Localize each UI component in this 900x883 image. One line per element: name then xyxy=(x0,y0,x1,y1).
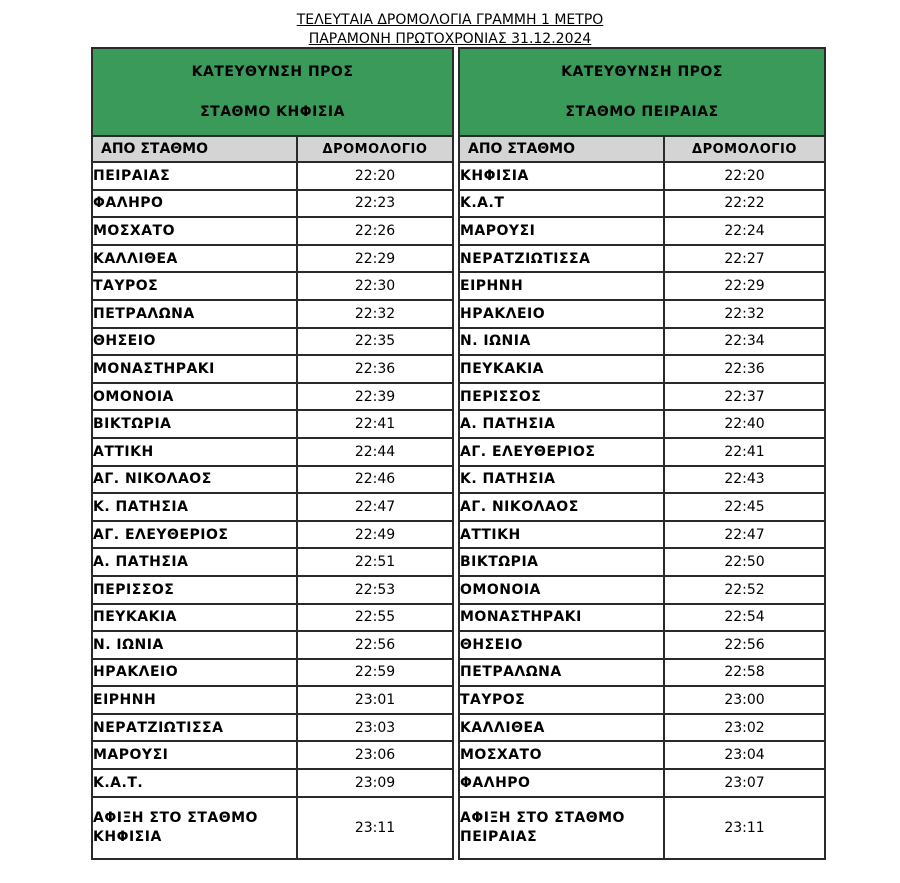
direction-header xyxy=(92,48,453,136)
table-row xyxy=(92,383,453,411)
station-name: Κ. ΠΑΤΗΣΙΑ xyxy=(459,466,664,494)
table-row xyxy=(92,272,453,300)
station-name: ΚΗΦΙΣΙΑ xyxy=(459,162,664,190)
arrival-label: ΑΦΙΞΗ ΣΤΟ ΣΤΑΘΜΟ ΠΕΙΡΑΙΑΣ xyxy=(459,797,664,859)
departure-time: 22:32 xyxy=(664,300,825,328)
document-title: ΤΕΛΕΥΤΑΙΑ ΔΡΟΜΟΛΟΓΙΑ ΓΡΑΜΜΗ 1 ΜΕΤΡΟ xyxy=(296,12,604,28)
station-name: ΜΑΡΟΥΣΙ xyxy=(92,741,297,769)
column-header-schedule: ΔΡΟΜΟΛΟΓΙΟ xyxy=(297,136,453,162)
arrival-time: 23:11 xyxy=(664,797,825,859)
departure-time: 22:39 xyxy=(297,383,453,411)
departure-time: 22:34 xyxy=(664,328,825,356)
departure-time: 22:35 xyxy=(297,328,453,356)
departure-time: 22:46 xyxy=(297,466,453,494)
departure-time: 22:55 xyxy=(297,604,453,632)
departure-time: 22:29 xyxy=(664,272,825,300)
table-row xyxy=(92,576,453,604)
departure-time: 22:37 xyxy=(664,383,825,411)
station-name: ΑΓ. ΕΛΕΥΘΕΡΙΟΣ xyxy=(92,521,297,549)
document-subtitle: ΠΑΡΑΜΟΝΗ ΠΡΩΤΟΧΡΟΝΙΑΣ 31.12.2024 xyxy=(308,31,592,47)
departure-time: 22:49 xyxy=(297,521,453,549)
table-row xyxy=(459,355,825,383)
departure-time: 23:03 xyxy=(297,714,453,742)
table-row xyxy=(92,438,453,466)
station-name: ΠΕΡΙΣΣΟΣ xyxy=(459,383,664,411)
table-row xyxy=(459,328,825,356)
station-name: ΠΕΤΡΑΛΩΝΑ xyxy=(92,300,297,328)
table-row xyxy=(92,466,453,494)
departure-time: 22:59 xyxy=(297,659,453,687)
table-row xyxy=(459,659,825,687)
direction-station: ΣΤΑΘΜΟ ΚΗΦΙΣΙΑ xyxy=(200,104,345,120)
station-name: ΗΡΑΚΛΕΙΟ xyxy=(459,300,664,328)
departure-time: 22:52 xyxy=(664,576,825,604)
station-name: Ν. ΙΩΝΙΑ xyxy=(92,631,297,659)
station-name: Κ.Α.Τ. xyxy=(92,769,297,797)
station-name: Κ.Α.Τ xyxy=(459,190,664,218)
departure-time: 23:04 xyxy=(664,741,825,769)
station-name: Α. ΠΑΤΗΣΙΑ xyxy=(92,548,297,576)
departure-time: 22:30 xyxy=(297,272,453,300)
column-header-station: ΑΠΟ ΣΤΑΘΜΟ xyxy=(459,136,664,162)
station-name: ΤΑΥΡΟΣ xyxy=(459,686,664,714)
station-name: ΚΑΛΛΙΘΕΑ xyxy=(459,714,664,742)
station-name: ΝΕΡΑΤΖΙΩΤΙΣΣΑ xyxy=(92,714,297,742)
station-name: ΑΓ. ΕΛΕΥΘΕΡΙΟΣ xyxy=(459,438,664,466)
station-name: ΦΑΛΗΡΟ xyxy=(92,190,297,218)
schedule-table-to-kifisia xyxy=(91,47,454,860)
station-name: Ν. ΙΩΝΙΑ xyxy=(459,328,664,356)
departure-time: 22:36 xyxy=(664,355,825,383)
table-row xyxy=(459,686,825,714)
departure-time: 22:47 xyxy=(664,521,825,549)
direction-label: ΚΑΤΕΥΘΥΝΣΗ ΠΡΟΣ xyxy=(191,64,354,80)
station-name: ΘΗΣΕΙΟ xyxy=(92,328,297,356)
direction-label: ΚΑΤΕΥΘΥΝΣΗ ΠΡΟΣ xyxy=(561,64,723,80)
schedule-tables xyxy=(91,47,826,869)
station-name: ΟΜΟΝΟΙΑ xyxy=(459,576,664,604)
departure-time: 22:27 xyxy=(664,245,825,273)
station-name: ΜΑΡΟΥΣΙ xyxy=(459,217,664,245)
departure-time: 22:26 xyxy=(297,217,453,245)
departure-time: 23:07 xyxy=(664,769,825,797)
direction-header xyxy=(459,48,825,136)
column-header-station: ΑΠΟ ΣΤΑΘΜΟ xyxy=(92,136,297,162)
station-name: ΠΕΥΚΑΚΙΑ xyxy=(92,604,297,632)
table-row xyxy=(92,410,453,438)
departure-time: 22:24 xyxy=(664,217,825,245)
table-row xyxy=(92,217,453,245)
table-row xyxy=(92,741,453,769)
station-name: ΠΕΤΡΑΛΩΝΑ xyxy=(459,659,664,687)
departure-time: 22:58 xyxy=(664,659,825,687)
table-row xyxy=(459,438,825,466)
table-row xyxy=(92,190,453,218)
station-name: ΒΙΚΤΩΡΙΑ xyxy=(459,548,664,576)
table-row xyxy=(459,383,825,411)
departure-time: 23:02 xyxy=(664,714,825,742)
departure-time: 22:23 xyxy=(297,190,453,218)
station-name: ΜΟΣΧΑΤΟ xyxy=(459,741,664,769)
departure-time: 22:41 xyxy=(664,438,825,466)
table-row xyxy=(459,576,825,604)
station-name: ΒΙΚΤΩΡΙΑ xyxy=(92,410,297,438)
arrival-row xyxy=(459,797,825,859)
departure-time: 22:36 xyxy=(297,355,453,383)
table-row xyxy=(459,300,825,328)
table-row xyxy=(459,272,825,300)
station-name: Α. ΠΑΤΗΣΙΑ xyxy=(459,410,664,438)
station-name: ΗΡΑΚΛΕΙΟ xyxy=(92,659,297,687)
table-row xyxy=(92,355,453,383)
departure-time: 22:53 xyxy=(297,576,453,604)
station-name: ΑΓ. ΝΙΚΟΛΑΟΣ xyxy=(92,466,297,494)
departure-time: 22:44 xyxy=(297,438,453,466)
departure-time: 23:09 xyxy=(297,769,453,797)
departure-time: 22:29 xyxy=(297,245,453,273)
table-row xyxy=(92,686,453,714)
table-row xyxy=(459,769,825,797)
station-name: ΑΤΤΙΚΗ xyxy=(92,438,297,466)
station-name: ΑΤΤΙΚΗ xyxy=(459,521,664,549)
table-row xyxy=(92,521,453,549)
table-row xyxy=(459,410,825,438)
arrival-time: 23:11 xyxy=(297,797,453,859)
table-row xyxy=(92,300,453,328)
departure-time: 22:41 xyxy=(297,410,453,438)
station-name: ΠΕΡΙΣΣΟΣ xyxy=(92,576,297,604)
direction-station: ΣΤΑΘΜΟ ΠΕΙΡΑΙΑΣ xyxy=(565,104,719,120)
departure-time: 22:45 xyxy=(664,493,825,521)
table-row xyxy=(459,190,825,218)
table-row xyxy=(459,604,825,632)
table-row xyxy=(92,604,453,632)
departure-time: 22:40 xyxy=(664,410,825,438)
departure-time: 23:01 xyxy=(297,686,453,714)
departure-time: 23:00 xyxy=(664,686,825,714)
station-name: ΜΟΝΑΣΤΗΡΑΚΙ xyxy=(459,604,664,632)
table-row xyxy=(459,521,825,549)
table-row xyxy=(92,328,453,356)
station-name: ΠΕΥΚΑΚΙΑ xyxy=(459,355,664,383)
departure-time: 22:54 xyxy=(664,604,825,632)
table-row xyxy=(459,466,825,494)
table-row xyxy=(92,769,453,797)
table-row xyxy=(459,217,825,245)
station-name: ΝΕΡΑΤΖΙΩΤΙΣΣΑ xyxy=(459,245,664,273)
table-row xyxy=(92,631,453,659)
station-name: ΕΙΡΗΝΗ xyxy=(92,686,297,714)
departure-time: 22:47 xyxy=(297,493,453,521)
departure-time: 22:22 xyxy=(664,190,825,218)
table-row xyxy=(459,741,825,769)
station-name: ΘΗΣΕΙΟ xyxy=(459,631,664,659)
table-row xyxy=(92,548,453,576)
departure-time: 22:56 xyxy=(664,631,825,659)
station-name: ΦΑΛΗΡΟ xyxy=(459,769,664,797)
table-row xyxy=(459,631,825,659)
station-name: ΜΟΝΑΣΤΗΡΑΚΙ xyxy=(92,355,297,383)
table-row xyxy=(459,245,825,273)
station-name: ΜΟΣΧΑΤΟ xyxy=(92,217,297,245)
table-row xyxy=(92,714,453,742)
column-header-schedule: ΔΡΟΜΟΛΟΓΙΟ xyxy=(664,136,825,162)
station-name: ΚΑΛΛΙΘΕΑ xyxy=(92,245,297,273)
arrival-label: ΑΦΙΞΗ ΣΤΟ ΣΤΑΘΜΟ ΚΗΦΙΣΙΑ xyxy=(92,797,297,859)
departure-time: 22:51 xyxy=(297,548,453,576)
table-row xyxy=(459,162,825,190)
table-row xyxy=(459,714,825,742)
station-name: ΕΙΡΗΝΗ xyxy=(459,272,664,300)
station-name: Κ. ΠΑΤΗΣΙΑ xyxy=(92,493,297,521)
table-row xyxy=(459,493,825,521)
station-name: ΑΓ. ΝΙΚΟΛΑΟΣ xyxy=(459,493,664,521)
table-row xyxy=(92,162,453,190)
table-row xyxy=(92,659,453,687)
departure-time: 22:50 xyxy=(664,548,825,576)
departure-time: 22:32 xyxy=(297,300,453,328)
departure-time: 22:43 xyxy=(664,466,825,494)
schedule-table-to-peiraias xyxy=(458,47,826,860)
departure-time: 22:20 xyxy=(664,162,825,190)
table-row xyxy=(92,493,453,521)
station-name: ΟΜΟΝΟΙΑ xyxy=(92,383,297,411)
station-name: ΠΕΙΡΑΙΑΣ xyxy=(92,162,297,190)
station-name: ΤΑΥΡΟΣ xyxy=(92,272,297,300)
table-row xyxy=(459,548,825,576)
departure-time: 22:56 xyxy=(297,631,453,659)
table-row xyxy=(92,245,453,273)
arrival-row xyxy=(92,797,453,859)
departure-time: 23:06 xyxy=(297,741,453,769)
departure-time: 22:20 xyxy=(297,162,453,190)
